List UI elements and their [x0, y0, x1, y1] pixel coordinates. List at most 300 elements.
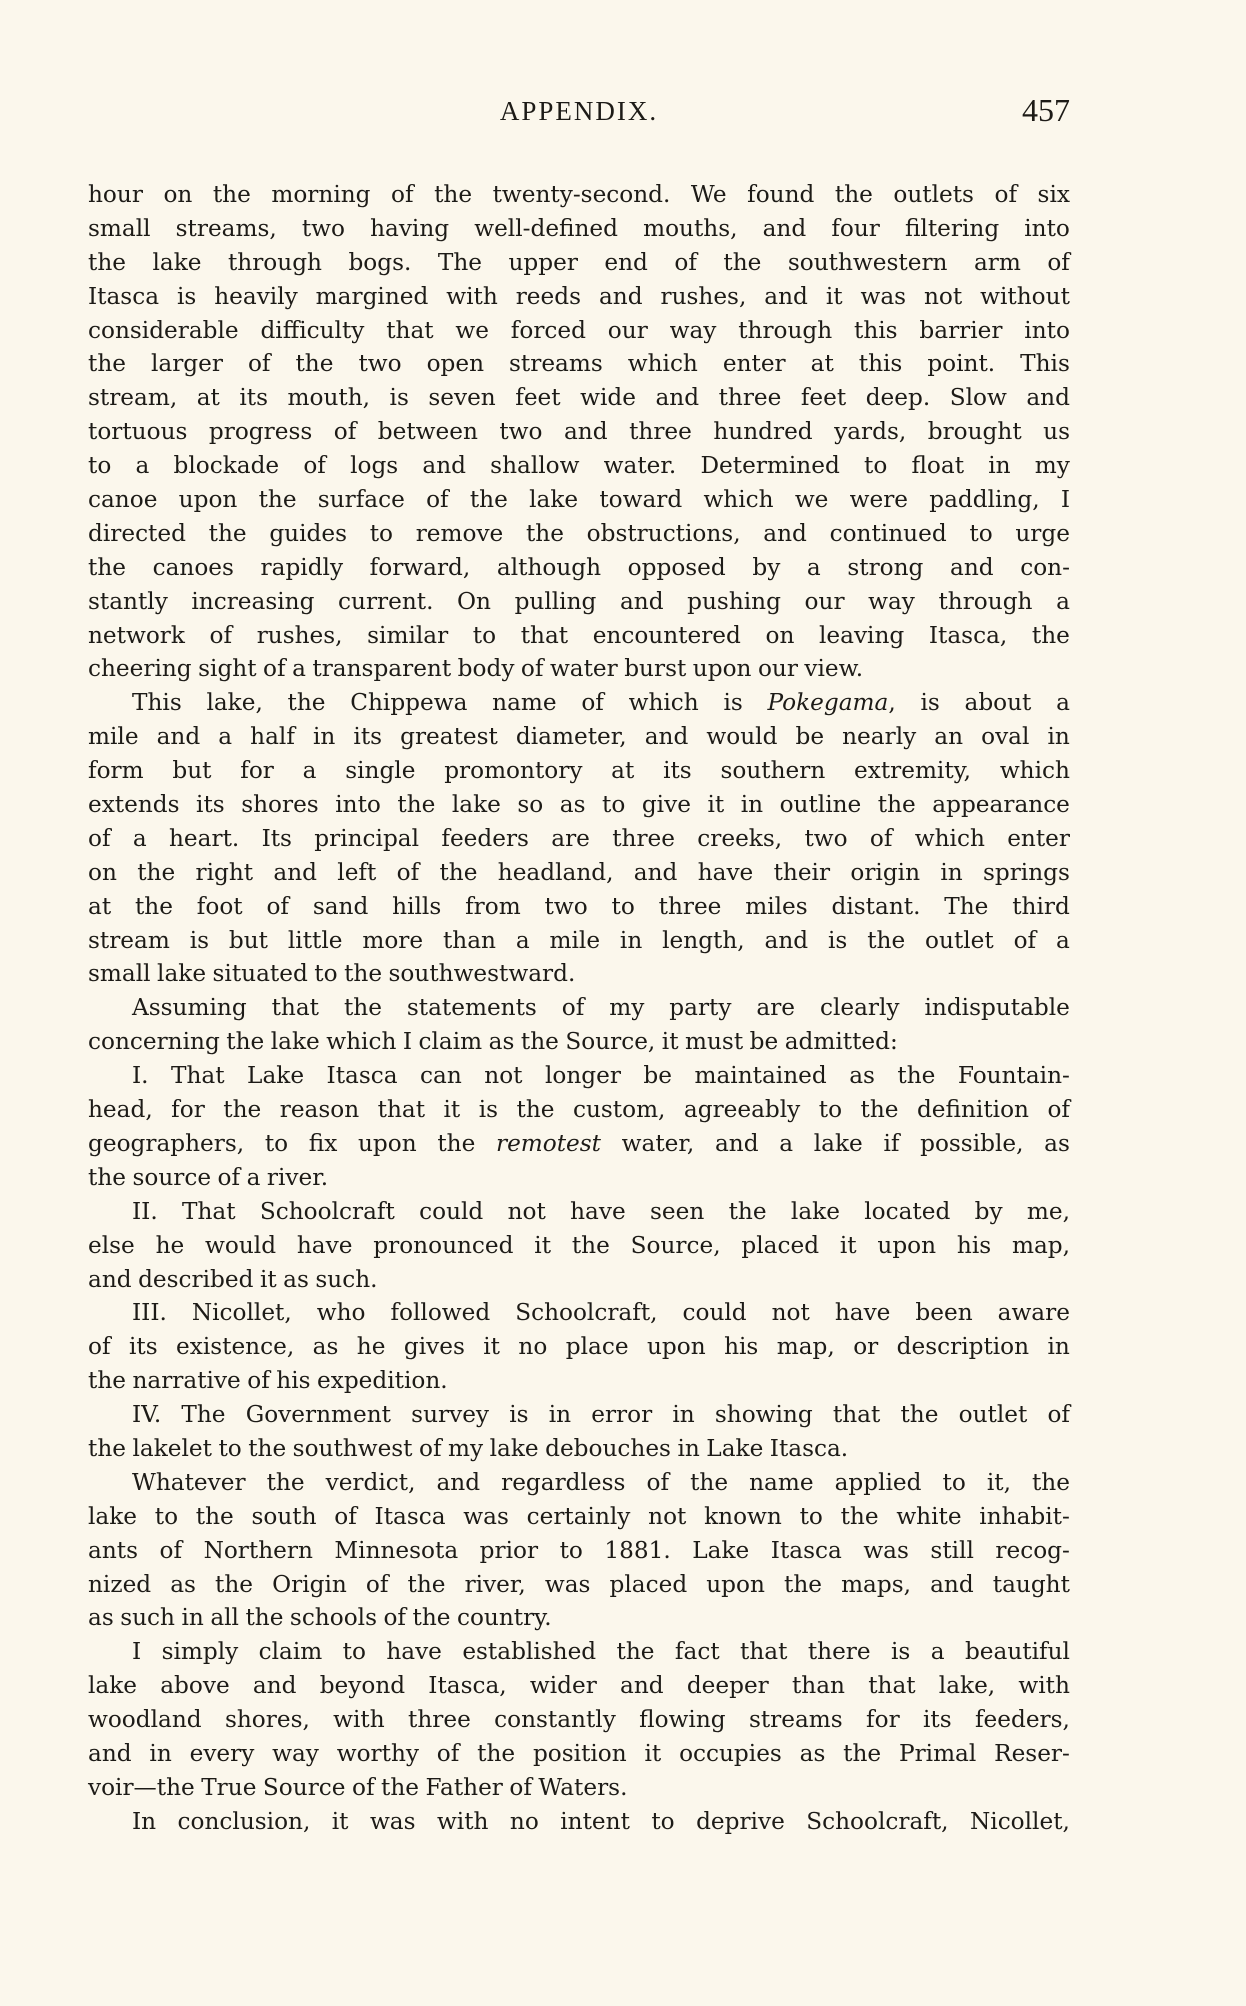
word: definition [916, 1096, 1029, 1124]
word: diameter, [515, 723, 627, 751]
word: of [159, 1536, 183, 1564]
word: upon [692, 655, 752, 683]
word: water, [621, 1129, 695, 1157]
word: a [292, 655, 306, 683]
word: southwest [292, 1434, 413, 1462]
word: are [551, 824, 590, 852]
word: Itasca [770, 1536, 842, 1564]
word: of [509, 1773, 532, 1801]
word: the [840, 1502, 879, 1530]
word: clearly [819, 994, 900, 1022]
word: its [196, 791, 225, 819]
word: way [669, 316, 717, 344]
word: have [834, 1299, 891, 1327]
word: south [251, 1502, 317, 1530]
word: maintained [694, 1062, 827, 1090]
word: IV. [132, 1401, 162, 1429]
word: Reser- [994, 1739, 1070, 1767]
text-line [88, 1568, 1070, 1602]
word: our [757, 655, 798, 683]
word: I [402, 1028, 413, 1056]
word: the [88, 1367, 126, 1395]
word: paddling, [929, 486, 1040, 514]
word: streams [509, 350, 603, 378]
word: the [477, 1739, 516, 1767]
word: the [616, 1638, 655, 1666]
text-line [88, 619, 1070, 653]
word: was [860, 282, 907, 310]
word: established [462, 1638, 597, 1666]
word: lakelet [132, 1434, 212, 1462]
word: Itasca, [928, 621, 1008, 649]
word: as [170, 1570, 196, 1598]
word: map, [776, 1333, 835, 1361]
word: Pokegama, [767, 689, 896, 717]
text-line [88, 1534, 1070, 1568]
word: is [920, 689, 940, 717]
word: was [463, 1502, 509, 1530]
word: outline [779, 791, 862, 819]
word: distant. [831, 892, 921, 920]
word: morning [271, 181, 371, 208]
word: the [728, 1197, 767, 1225]
text-line [88, 1364, 1070, 1398]
word: not [484, 1062, 523, 1090]
word: filtering [904, 214, 1000, 242]
word: that [271, 994, 320, 1022]
word: the [287, 689, 326, 717]
word: and [644, 723, 689, 751]
word: in [988, 452, 1011, 480]
word: at [88, 892, 112, 920]
word: 1881. [604, 1536, 671, 1564]
word: of [88, 1333, 111, 1361]
word: river, [464, 1570, 526, 1598]
word: in [672, 1401, 695, 1429]
word: not [924, 282, 963, 310]
word: and [620, 1672, 664, 1700]
word: name [492, 689, 557, 717]
word: open [426, 350, 485, 378]
word: deprive [696, 1807, 785, 1835]
word: guides [269, 519, 347, 547]
word: woodland [88, 1706, 202, 1734]
text-line [88, 1093, 1070, 1127]
word: that [832, 1401, 881, 1429]
word: our [804, 587, 845, 615]
word: all [210, 1604, 239, 1632]
word: two [358, 350, 402, 378]
word: miles [745, 892, 808, 920]
word: my [448, 1434, 484, 1462]
word: through [938, 587, 1033, 615]
word: an [934, 723, 964, 751]
word: upon [357, 1129, 417, 1157]
word: are [756, 994, 796, 1022]
text-line [88, 314, 1070, 348]
text-line [88, 1500, 1070, 1534]
word: feeders, [974, 1706, 1070, 1734]
word: conclusion, [177, 1807, 311, 1835]
word: to [218, 1434, 242, 1462]
word: would [706, 723, 778, 751]
word: foot [196, 892, 243, 920]
word: for [866, 1706, 900, 1734]
word: headland, [497, 858, 614, 886]
word: the [690, 1468, 729, 1496]
word: lake [152, 248, 202, 276]
word: as [488, 1028, 515, 1056]
word: on [88, 858, 117, 886]
word: We [690, 181, 727, 208]
word: lake [88, 1502, 138, 1530]
text-line [88, 1466, 1070, 1500]
word: described [138, 1265, 254, 1293]
word: extends [88, 791, 180, 819]
text-line [88, 1703, 1070, 1737]
word: a [246, 1163, 261, 1191]
word: three [629, 418, 692, 446]
word: showing [714, 1401, 813, 1429]
word: we [794, 486, 829, 514]
text-line [88, 1669, 1070, 1703]
word: and [273, 858, 317, 886]
word: enter [722, 350, 786, 378]
word: it [644, 1739, 662, 1767]
word: and [714, 1129, 759, 1157]
text-line [88, 1296, 1070, 1330]
word: as [1044, 1129, 1070, 1157]
word: schools [289, 1604, 377, 1632]
word: of [383, 1604, 407, 1632]
word: gives [403, 1333, 465, 1361]
word: in [619, 926, 643, 954]
word: pronounced [373, 1231, 514, 1259]
text-line [88, 1601, 1070, 1635]
word: still [930, 1536, 974, 1564]
word: remove [415, 519, 504, 547]
word: is [723, 689, 743, 717]
word: debouches [545, 1434, 671, 1462]
text-line [88, 212, 1070, 246]
word: more [362, 926, 424, 954]
word: statements [406, 994, 537, 1022]
word: the [434, 181, 473, 208]
word: so [517, 791, 544, 819]
word: not [507, 1197, 546, 1225]
word: southwestward. [388, 960, 576, 988]
word: of [303, 452, 326, 480]
word: it [825, 282, 843, 310]
word: view. [804, 655, 864, 683]
word: hundred [713, 418, 813, 446]
word: three [658, 892, 722, 920]
word: outlet [958, 1401, 1028, 1429]
word: his [276, 1367, 311, 1395]
word: is [509, 1401, 529, 1429]
word: the [212, 181, 251, 208]
word: position [532, 1739, 627, 1767]
word: to [342, 1638, 366, 1666]
word: its [353, 723, 383, 751]
word: that [520, 621, 569, 649]
word: Source [262, 1773, 346, 1801]
text-line [88, 280, 1070, 314]
word: known [704, 1502, 782, 1530]
word: description [896, 1333, 1030, 1361]
word: my [609, 994, 645, 1022]
word: two [499, 418, 543, 446]
word: sand [312, 892, 369, 920]
word: placed [609, 1570, 688, 1598]
word: taught [992, 1570, 1070, 1598]
word: into [1024, 214, 1070, 242]
word: head, [88, 1096, 153, 1124]
word: small [88, 960, 151, 988]
word: have [386, 1638, 442, 1666]
word: feeders [441, 824, 529, 852]
word: the [195, 1502, 234, 1530]
word: leaving [819, 621, 905, 649]
word: of [436, 1739, 460, 1767]
text-line [88, 347, 1070, 381]
word: there [807, 1638, 871, 1666]
word: with [436, 1807, 489, 1835]
word: it [483, 1333, 500, 1361]
word: occupies [679, 1739, 782, 1767]
word: network [88, 621, 185, 649]
word: of [217, 1163, 241, 1191]
word: Lake [247, 1062, 305, 1090]
word: mouths, [643, 214, 738, 242]
text-line [88, 585, 1070, 619]
word: of [263, 655, 286, 683]
word: claim [418, 1028, 483, 1056]
word: shores [241, 791, 319, 819]
word: Its [261, 824, 292, 852]
word: have [697, 858, 754, 886]
word: which [628, 689, 699, 717]
word: to [154, 1502, 179, 1530]
word: can [420, 1062, 462, 1090]
word: be [643, 1062, 672, 1090]
word: Waters. [538, 1773, 628, 1801]
word: of [333, 418, 357, 446]
word: map, [1011, 1231, 1070, 1259]
word: blockade [173, 452, 280, 480]
text-line [88, 178, 1070, 212]
word: to [942, 1468, 966, 1496]
word: followed [390, 1299, 491, 1327]
word: river. [266, 1163, 329, 1191]
word: toward [599, 486, 683, 514]
word: shores, [224, 1706, 310, 1734]
word: it, [986, 1468, 1011, 1496]
word: a [1056, 587, 1070, 615]
word: water [549, 655, 618, 683]
word: as [849, 1062, 875, 1090]
word: stream [88, 926, 170, 954]
word: current. [338, 587, 434, 615]
word: Lake [706, 1434, 764, 1462]
word: half [250, 723, 295, 751]
word: existence, [176, 1333, 295, 1361]
text-line [88, 1432, 1070, 1466]
word: hills [392, 892, 442, 920]
word: of [365, 1570, 389, 1598]
text-line [88, 1737, 1070, 1771]
word: about [964, 689, 1032, 717]
word: stream, [88, 384, 178, 412]
word: end [604, 248, 648, 276]
word: simply [161, 1638, 239, 1666]
word: of [561, 994, 585, 1022]
word: Assuming [132, 994, 247, 1022]
word: error [591, 1401, 653, 1429]
word: Whatever [132, 1468, 246, 1496]
word: it [443, 1096, 461, 1124]
word: the [134, 892, 173, 920]
word: who [316, 1299, 366, 1327]
word: water. [603, 452, 677, 480]
word: in [1047, 723, 1070, 751]
word: Itasca, [428, 1672, 507, 1700]
word: the [516, 1096, 555, 1124]
word: urge [1015, 519, 1070, 547]
word: in [1047, 1333, 1070, 1361]
word: springs [982, 858, 1070, 886]
word: to [559, 1536, 583, 1564]
word: stantly [88, 587, 168, 615]
word: greatest [400, 723, 498, 751]
word: situated [212, 960, 308, 988]
word: mile [88, 723, 139, 751]
word: maps, [841, 1570, 911, 1598]
word: every [189, 1739, 255, 1767]
word: two [804, 824, 848, 852]
word: directed [88, 519, 186, 547]
word: in [548, 1401, 572, 1429]
word: of [209, 621, 233, 649]
word: it [331, 1807, 349, 1835]
word: and [762, 214, 807, 242]
word: which [914, 824, 985, 852]
word: and [422, 452, 466, 480]
word: forward, [369, 553, 471, 581]
word: southern [720, 757, 826, 785]
word: my [1034, 452, 1070, 480]
word: cheering [88, 655, 192, 683]
word: of [247, 350, 271, 378]
word: a [515, 926, 530, 954]
word: wider [529, 1672, 597, 1700]
word: creeks, [697, 824, 783, 852]
word: narrative [132, 1367, 241, 1395]
word: he [155, 1231, 185, 1259]
body-text [88, 178, 1070, 1839]
word: it [534, 1231, 552, 1259]
page-number: 457 [1022, 92, 1070, 128]
word: little [287, 926, 343, 954]
word: if [883, 1129, 900, 1157]
word: rushes, [256, 621, 343, 649]
word: I [1060, 486, 1070, 514]
word: the [226, 1028, 265, 1056]
word: on [765, 621, 795, 649]
word: Nicollet, [191, 1299, 292, 1327]
text-line [88, 1771, 1070, 1805]
word: the [295, 350, 334, 378]
word: that [386, 316, 434, 344]
word: Chippewa [350, 689, 468, 717]
word: the [137, 858, 176, 886]
word: was [369, 1807, 416, 1835]
word: is [891, 1638, 911, 1666]
word: fix [308, 1129, 338, 1157]
word: its [663, 757, 692, 785]
word: but [228, 926, 268, 954]
word: indisputable [924, 994, 1070, 1022]
word: lake [270, 1028, 320, 1056]
word: three [408, 1706, 471, 1734]
word: the [412, 1604, 451, 1632]
text-line [88, 856, 1070, 890]
word: Minnesota [334, 1536, 459, 1564]
word: seen [650, 1197, 705, 1225]
word: Lake [692, 1536, 750, 1564]
word: constantly [494, 1706, 616, 1734]
word: arm [973, 248, 1021, 276]
word: the [208, 519, 247, 547]
word: claim [258, 1638, 323, 1666]
word: reeds [515, 282, 581, 310]
word: is [389, 384, 409, 412]
word: lake [813, 1129, 863, 1157]
word: in [740, 791, 764, 819]
word: way [272, 1739, 319, 1767]
word: six [1037, 181, 1070, 208]
text-line [88, 1195, 1070, 1229]
word: canoes [152, 553, 234, 581]
word: at [196, 384, 220, 412]
word: survey [411, 1401, 490, 1429]
word: of [581, 689, 604, 717]
word: a [135, 452, 150, 480]
word: of [391, 181, 414, 208]
text-line [88, 1635, 1070, 1669]
text-line [88, 957, 1070, 991]
word: point. [927, 350, 996, 378]
word: sight [198, 655, 257, 683]
text-line [88, 1398, 1070, 1432]
word: float [911, 452, 965, 480]
word: source [132, 1163, 212, 1191]
word: ants [88, 1536, 138, 1564]
word: to [969, 519, 993, 547]
word: not [771, 1299, 810, 1327]
word: its [239, 384, 269, 412]
word: their [773, 858, 831, 886]
word: concerning [88, 1028, 220, 1056]
word: and [764, 282, 808, 310]
word: through [738, 316, 833, 344]
word: prior [479, 1536, 539, 1564]
text-line [88, 1330, 1070, 1364]
word: as [312, 1333, 339, 1361]
word: white [896, 1502, 962, 1530]
word: expedition. [317, 1367, 448, 1395]
word: not [648, 1502, 687, 1530]
